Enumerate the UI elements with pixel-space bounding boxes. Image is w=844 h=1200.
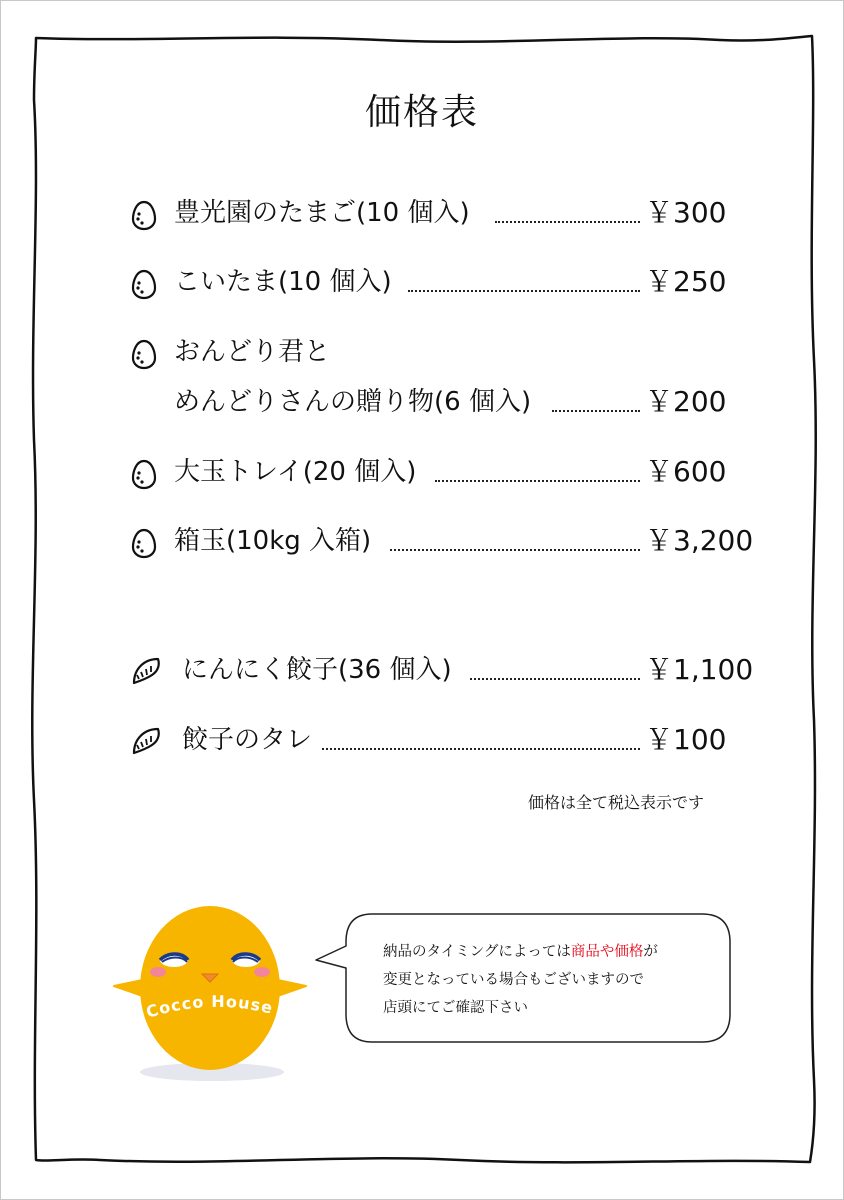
mascot-chick — [110, 890, 320, 1090]
notice-line3: 店頭にてご確認下さい — [383, 1000, 528, 1016]
price-row — [130, 650, 770, 690]
page-title: 価格表 — [364, 92, 479, 133]
notice-line2: 変更となっている場合もございますので — [383, 972, 644, 988]
item-price: ￥100 — [645, 723, 727, 756]
item-label: おんどり君と — [174, 337, 331, 367]
leader-dots — [552, 410, 640, 412]
price-row — [130, 262, 770, 302]
leader-dots — [470, 678, 640, 680]
item-label: 餃子のタレ — [182, 725, 313, 755]
leader-dots — [408, 290, 640, 292]
price-row — [130, 332, 770, 372]
egg-icon — [130, 458, 158, 490]
price-row — [130, 452, 770, 492]
egg-icon — [130, 268, 158, 300]
leader-dots — [435, 480, 640, 482]
item-price: ￥3,200 — [645, 524, 754, 557]
item-price: ￥600 — [645, 455, 727, 488]
egg-icon — [130, 199, 158, 231]
notice-line1: 納品のタイミングによっては商品や価格が — [383, 944, 658, 960]
item-label: 大玉トレイ(20 個入) — [174, 457, 417, 487]
price-row — [130, 193, 770, 233]
leader-dots — [322, 748, 640, 750]
item-price: ￥250 — [645, 265, 727, 298]
price-row-continuation — [130, 382, 770, 422]
item-price: ￥300 — [645, 196, 727, 229]
gyoza-icon — [130, 725, 162, 757]
item-label: にんにく餃子(36 個入) — [182, 655, 452, 685]
item-label: こいたま(10 個入) — [174, 267, 392, 297]
egg-icon — [130, 338, 158, 370]
price-row — [130, 521, 770, 561]
item-label-line2: めんどりさんの贈り物(6 個入) — [174, 387, 532, 417]
leader-dots — [495, 221, 640, 223]
egg-icon — [130, 527, 158, 559]
mascot-name: Cocco House — [143, 991, 276, 1022]
leader-dots — [390, 549, 640, 551]
item-price: ￥200 — [645, 385, 727, 418]
item-price: ￥1,100 — [645, 653, 754, 686]
item-label: 豊光園のたまご(10 個入) — [174, 198, 470, 228]
tax-note: 価格は全て税込表示です — [528, 793, 705, 812]
gyoza-icon — [130, 655, 162, 687]
item-label: 箱玉(10kg 入箱) — [174, 526, 372, 556]
price-row — [130, 720, 770, 760]
notice-text — [383, 938, 713, 1022]
